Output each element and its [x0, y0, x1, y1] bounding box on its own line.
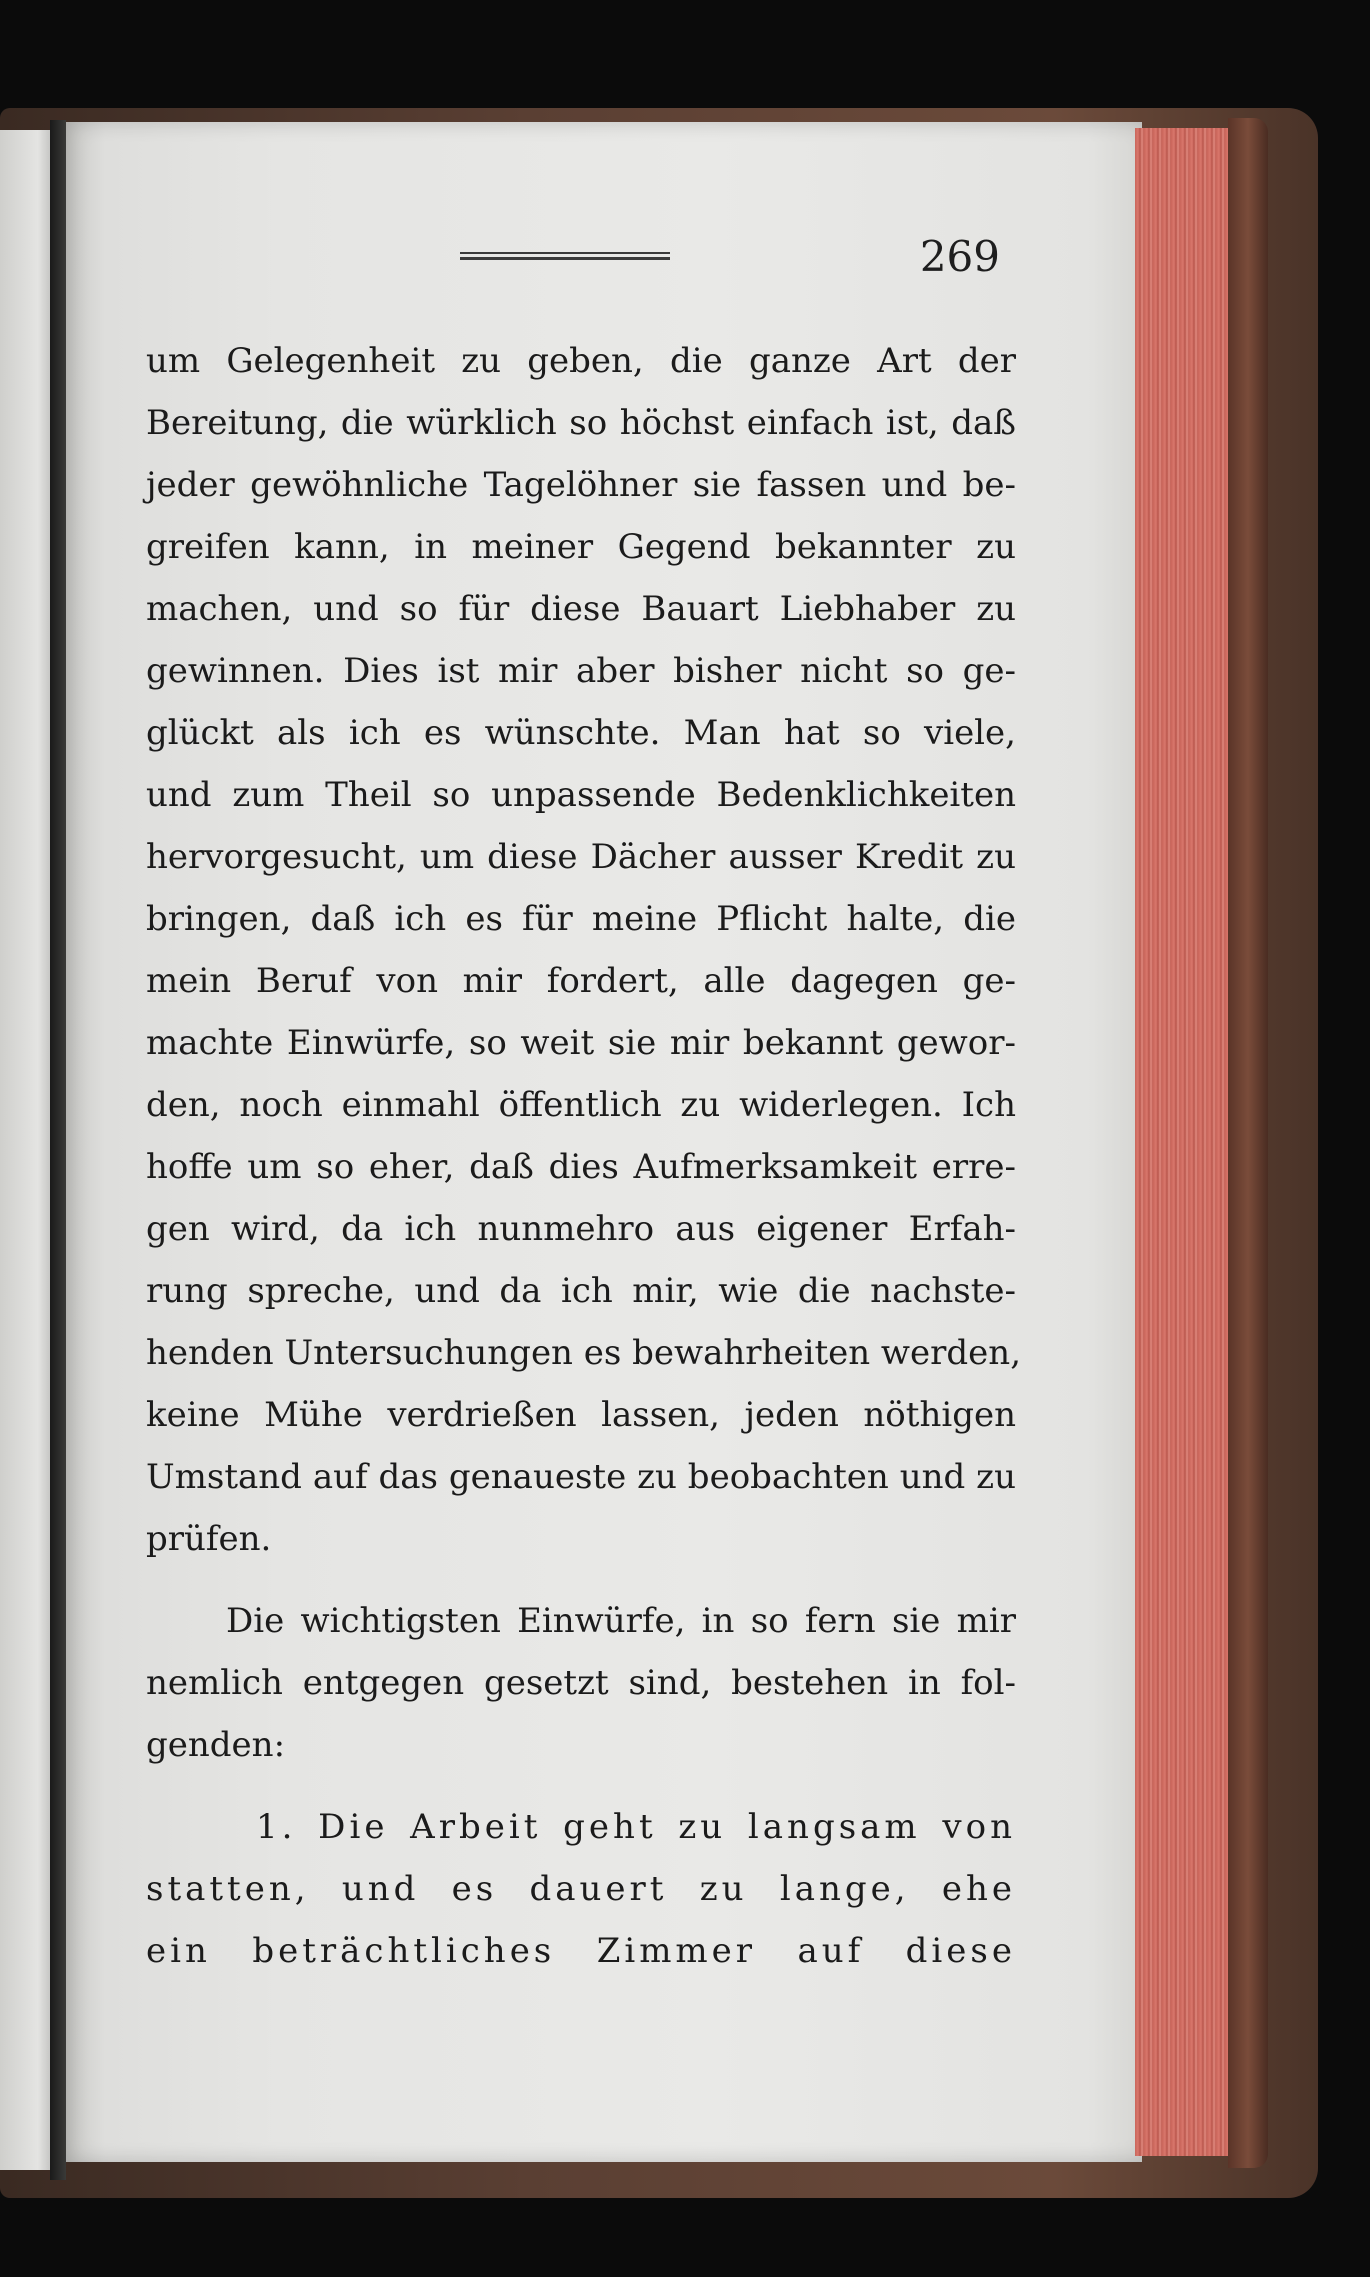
paragraph-2 — [146, 1590, 1016, 1776]
text-line: machen, und so für diese Bauart Liebhaber zu — [146, 589, 1016, 629]
text-line: um Gelegenheit zu geben, die ganze Art der — [146, 341, 1016, 381]
text-line: jeder gewöhnliche Tagelöhner sie fassen und be- — [146, 465, 1016, 505]
text-line: greifen kann, in meiner Gegend bekannter zu — [146, 527, 1016, 567]
text-line: hoffe um so eher, daß dies Aufmerksamkeit erre- — [146, 1147, 1016, 1187]
text-line: gewinnen. Dies ist mir aber bisher nicht so ge- — [146, 651, 1016, 691]
text-line: Bereitung, die würklich so höchst einfach ist, daß — [146, 403, 1016, 443]
text-line: 1. Die Arbeit geht zu langsam von — [256, 1807, 1016, 1847]
page-number: 269 — [919, 232, 1000, 281]
red-page-edges — [1135, 128, 1231, 2156]
text-line: nemlich entgegen gesetzt sind, bestehen in fol- — [146, 1663, 1016, 1703]
text-line: Die wichtigsten Einwürfe, in so fern sie mir — [226, 1601, 1016, 1641]
header-rule — [460, 252, 670, 262]
text-line: und zum Theil so unpassende Bedenklichkeiten — [146, 775, 1016, 815]
text-line: statten, und es dauert zu lange, ehe — [146, 1869, 1016, 1909]
text-line: den, noch einmahl öffentlich zu widerlegen. Ich — [146, 1085, 1016, 1125]
text-line: rung spreche, und da ich mir, wie die nachste- — [146, 1271, 1016, 1311]
page-body — [146, 330, 1022, 1982]
text-line: ein beträchtliches Zimmer auf diese — [146, 1931, 1016, 1971]
text-line: bringen, daß ich es für meine Pflicht halte, die — [146, 899, 1016, 939]
text-line: gen wird, da ich nunmehro aus eigener Erfah- — [146, 1209, 1016, 1249]
text-line: genden: — [146, 1725, 286, 1765]
book-gutter — [50, 120, 66, 2180]
numbered-item-1 — [146, 1796, 1016, 1982]
text-line: prüfen. — [146, 1519, 272, 1559]
text-line: mein Beruf von mir fordert, alle dagegen ge- — [146, 961, 1016, 1001]
left-page-edge — [0, 130, 54, 2170]
text-line: henden Untersuchungen es bewahrheiten werden, — [146, 1333, 1022, 1373]
text-line: keine Mühe verdrießen lassen, jeden nöthigen — [146, 1395, 1016, 1435]
text-line: machte Einwürfe, so weit sie mir bekannt gewor- — [146, 1023, 1016, 1063]
cover-edge — [1228, 118, 1268, 2168]
text-line: hervorgesucht, um diese Dächer ausser Kredit zu — [146, 837, 1016, 877]
text-line: glückt als ich es wünschte. Man hat so viele, — [146, 713, 1016, 753]
text-line: Umstand auf das genaueste zu beobachten und zu — [146, 1457, 1016, 1497]
paragraph-1 — [146, 330, 1022, 1570]
